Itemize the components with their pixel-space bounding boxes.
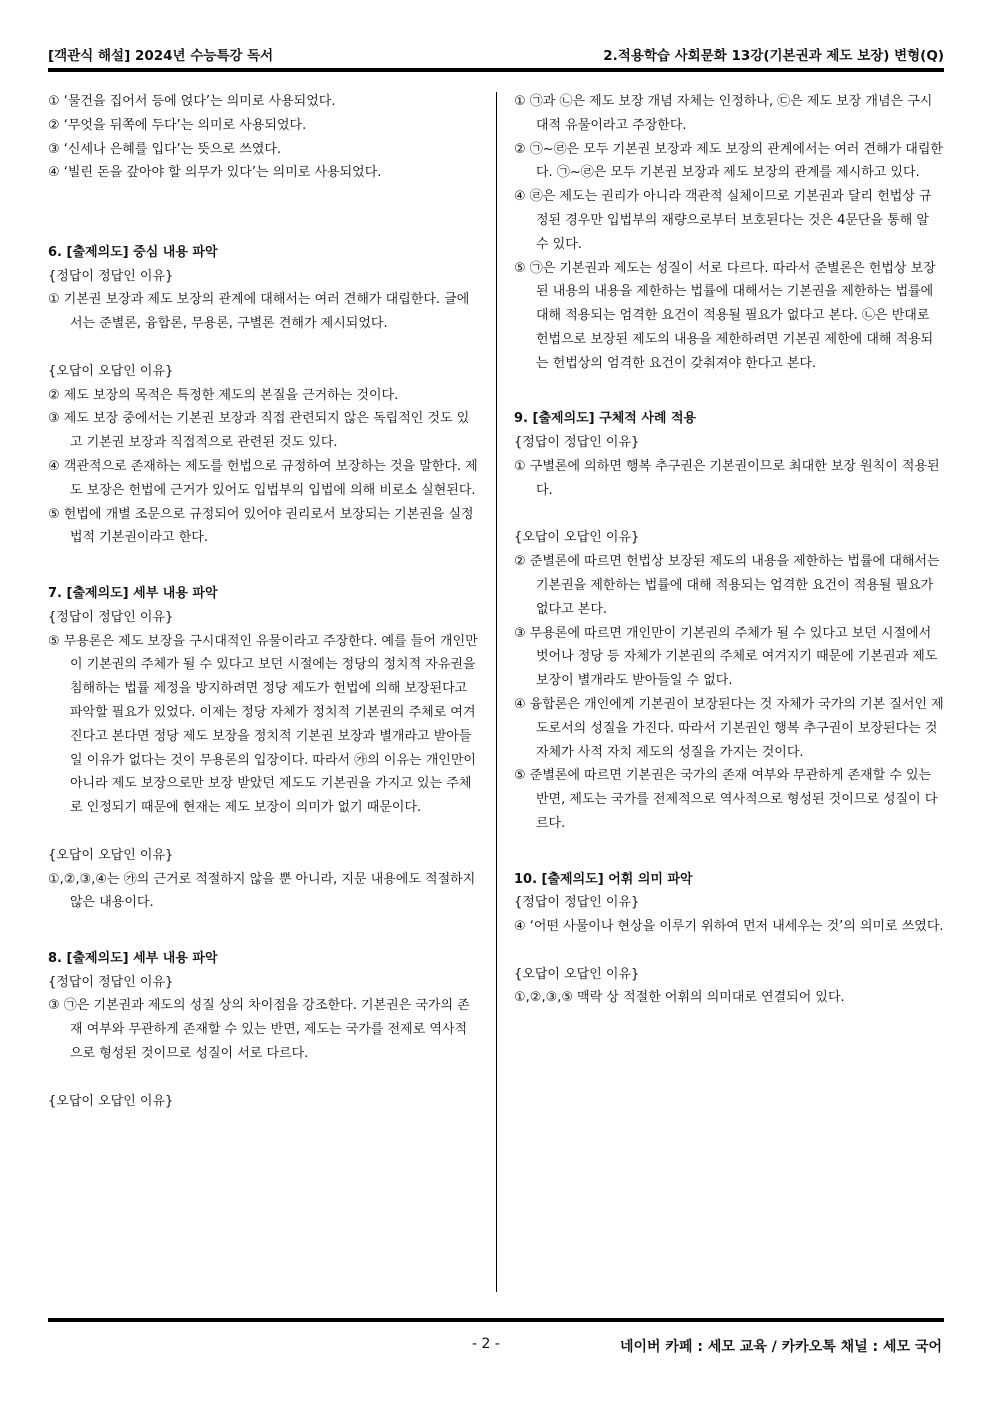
page-header xyxy=(48,44,944,66)
q6-correct-label: {정답이 정답인 이유} xyxy=(48,268,174,284)
q8-wrong-label: {오답이 오답인 이유} xyxy=(48,1093,174,1109)
q7-wrong-label: {오답이 오답인 이유} xyxy=(48,847,174,863)
q8-wrong-2: ② ㉠~㉣은 모두 기본권 보장과 제도 보장의 관계에서는 여러 견해가 대립한다. ㉠~㉣은 모두 기본권 보장과 제도 보장의 관계를 제시하고 있다. xyxy=(514,141,943,181)
q7-wrong-1: ①,②,③,④는 ㉮의 근거로 적절하지 않을 뿐 아니라, 지문 내용에도 적절하지 않은 내용이다. xyxy=(48,871,476,911)
q8-correct-label: {정답이 정답인 이유} xyxy=(48,974,174,990)
q7-title: 7. [출제의도] 세부 내용 파악 xyxy=(48,585,218,601)
q8-wrong-1: ① ㉠과 ㉡은 제도 보장 개념 자체는 인정하나, ㉢은 제도 보장 개념은 구시대적 유물이라고 주장한다. xyxy=(514,94,933,133)
header-left-title: [객관식 해설] 2024년 수능특강 독서 xyxy=(48,48,274,64)
intro-option-2: ② ‘무엇을 뒤쪽에 두다’는 의미로 사용되었다. xyxy=(48,117,307,133)
q9-correct-label: {정답이 정답인 이유} xyxy=(514,435,640,451)
q8-wrong-5: ⑤ ㉠은 기본권과 제도는 성질이 서로 다르다. 따라서 준별론은 헌법상 보장된 내용의 내용을 제한하는 법률에 대해서는 기본권을 제한하는 법률에 대해 적용되는 엄격한 요건이 적용될 필요가 없다고 본다. ㉡은 반대로 헌법으로 보장된 제도의 내용을 제한하려면 기본권 제한에 대해 적용되는 헌법상의 엄격한 요건이 갖춰져야 한다고 본다. xyxy=(514,260,936,371)
q10-title: 10. [출제의도] 어휘 의미 파악 xyxy=(514,871,693,887)
footer-channel-info: 네이버 카페 : 세모 교육 / 카카오톡 채널 : 세모 국어 xyxy=(619,1339,942,1355)
q6-wrong-2: ② 제도 보장의 목적은 특정한 제도의 본질을 근거하는 것이다. xyxy=(48,387,399,403)
q6-wrong-3: ③ 제도 보장 중에서는 기본권 보장과 직접 관련되지 않은 독립적인 것도 있고 기본권 보장과 직접적으로 관련된 것도 있다. xyxy=(48,411,470,451)
q9-wrong-3: ③ 무용론에 따르면 개인만이 기본권의 주체가 될 수 있다고 보던 시절에서 벗어나 정당 등 자체가 기본권의 주체로 여겨지기 때문에 기본권과 제도 보장이 별개라도 받아들일 수 없다. xyxy=(514,625,938,689)
right-column xyxy=(514,90,944,1010)
q7-correct-5: ⑤ 무용론은 제도 보장을 구시대적인 유물이라고 주장한다. 예를 들어 개인만이 기본권의 주체가 될 수 있다고 보던 시절에는 정당의 정치적 자유권을 침해하는 법률 제정을 방지하려면 정당 제도가 헌법에 의해 보장된다고 파악할 필요가 있었다. 이제는 정당 자체가 정치적 기본권의 주체로 여겨진다고 본다면 정당 제도 보장을 정치적 기본권 보장과 별개라고 받아들일 이유가 없다는 것이 무용론의 입장이다. 따라서 ㉮의 이유는 개인만이 아니라 제도 보장으로만 보장 받았던 제도도 기본권을 가지고 있는 주체로 인정되기 때문에 현재는 제도 보장이 의미가 없기 때문이다. xyxy=(48,633,478,816)
q8-wrong-4: ④ ㉣은 제도는 권리가 아니라 객관적 실체이므로 기본권과 달리 헌법상 규정된 경우만 입법부의 재량으로부터 보호된다는 것은 4문단을 통해 알 수 있다. xyxy=(514,189,932,252)
intro-option-1: ① ‘물건을 집어서 등에 얹다’는 의미로 사용되었다. xyxy=(48,94,336,109)
q10-correct-4: ④ ‘어떤 사물이나 현상을 이루기 위하여 먼저 내세우는 것’의 의미로 쓰였다. xyxy=(514,919,944,935)
q6-wrong-4: ④ 객관적으로 존재하는 제도를 헌법으로 규정하여 보장하는 것을 말한다. 제도 보장은 헌법에 근거가 있어도 입법부의 입법에 의해 비로소 실현된다. xyxy=(48,458,478,498)
top-rule xyxy=(48,68,944,72)
q9-title: 9. [출제의도] 구체적 사례 적용 xyxy=(514,411,697,427)
q6-wrong-5: ⑤ 헌법에 개별 조문으로 규정되어 있어야 권리로서 보장되는 기본권을 실정법적 기본권이라고 한다. xyxy=(48,506,474,546)
q8-correct-3: ③ ㉠은 기본권과 제도의 성질 상의 차이점을 강조한다. 기본권은 국가의 존재 여부와 무관하게 존재할 수 있는 반면, 제도는 국가를 전제로 역사적으로 형성된 것이므로 성질이 서로 다르다. xyxy=(48,998,470,1062)
q9-wrong-5: ⑤ 준별론에 따르면 기본권은 국가의 존재 여부와 무관하게 존재할 수 있는 반면, 제도는 국가를 전제적으로 역사적으로 형성된 것이므로 성질이 다르다. xyxy=(514,768,938,831)
intro-option-4: ④ ‘빌린 돈을 갚아야 할 의무가 있다’는 의미로 사용되었다. xyxy=(48,165,382,181)
q8-title: 8. [출제의도] 세부 내용 파악 xyxy=(48,950,218,966)
left-column xyxy=(48,90,478,1113)
q9-wrong-label: {오답이 오답인 이유} xyxy=(514,530,640,546)
q9-wrong-4: ④ 융합론은 개인에게 기본권이 보장된다는 것 자체가 국가의 기본 질서인 제도로서의 성질을 가진다. 따라서 기본권인 행복 추구권이 보장된다는 것 자체가 사적 자치 제도의 성질을 가지는 것이다. xyxy=(514,696,944,760)
q10-correct-label: {정답이 정답인 이유} xyxy=(514,895,640,911)
q6-title: 6. [출제의도] 중심 내용 파악 xyxy=(48,244,218,260)
q6-correct-1: ① 기본권 보장과 제도 보장의 관계에 대해서는 여러 견해가 대립한다. 글에서는 준별론, 융합론, 무용론, 구별론 견해가 제시되었다. xyxy=(48,292,470,332)
q10-wrong-label: {오답이 오답인 이유} xyxy=(514,966,640,982)
page-number: - 2 - xyxy=(472,1336,500,1352)
q6-wrong-label: {오답이 오답인 이유} xyxy=(48,363,174,379)
q7-correct-label: {정답이 정답인 이유} xyxy=(48,609,174,625)
q9-wrong-2: ② 준별론에 따르면 헌법상 보장된 제도의 내용을 제한하는 법률에 대해서는 기본권을 제한하는 법률에 대해 적용되는 엄격한 요건이 적용될 필요가 없다고 본다. xyxy=(514,554,940,617)
column-divider xyxy=(496,92,497,1292)
header-right-title: 2.적용학습 사회문화 13강(기본권과 제도 보장) 변형(Q) xyxy=(603,48,944,64)
q10-wrong-1: ①,②,③,⑤ 맥락 상 적절한 어휘의 의미대로 연결되어 있다. xyxy=(514,990,845,1006)
bottom-rule xyxy=(48,1318,944,1322)
q9-correct-1: ① 구별론에 의하면 행복 추구권은 기본권이므로 최대한 보장 원칙이 적용된다. xyxy=(514,458,940,498)
intro-option-3: ③ ‘신세나 은혜를 입다’는 뜻으로 쓰였다. xyxy=(48,141,282,157)
